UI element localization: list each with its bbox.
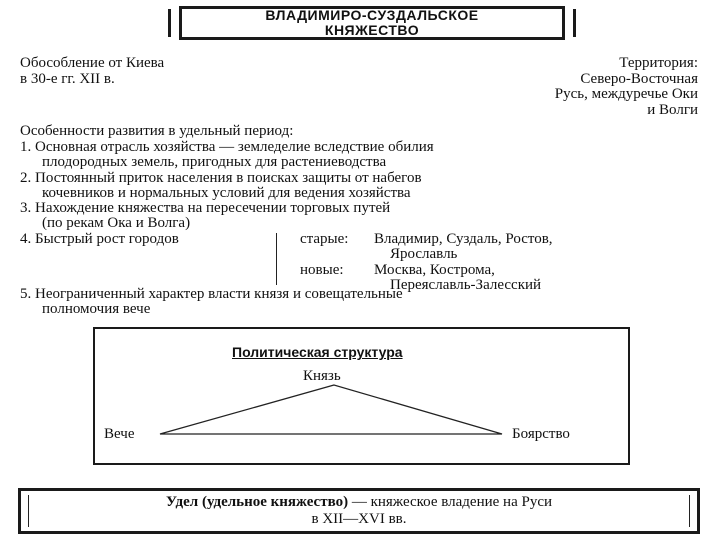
definition-line-2: в XII—XVI вв.: [311, 511, 407, 527]
title-line-2: КНЯЖЕСТВО: [324, 22, 420, 38]
feature-1-line-1: 1. Основная отрасль хозяйства — земледелие вследствие обилия: [20, 139, 434, 155]
feature-1-line-2: плодородных земель, пригодных для растениеводства: [42, 154, 387, 171]
feature-4: 4. Быстрый рост городов: [20, 230, 179, 247]
features-heading: Особенности развития в удельный период:: [20, 123, 294, 139]
political-structure-title: Политическая структура: [232, 344, 403, 360]
feature-5-line-1: 5. Неограниченный характер власти князя и совещательные: [20, 286, 403, 302]
node-prince: Князь: [303, 368, 341, 384]
new-cities-line-2: Переяславль-Залесский: [390, 276, 542, 293]
node-boyars: Боярство: [512, 426, 570, 442]
old-cities-label: старые:: [300, 231, 349, 247]
definition-line-1: [166, 494, 552, 511]
territory-line-2: Северо-Восточная: [580, 70, 698, 87]
definition-text: — княжеское владение на Руси: [348, 494, 553, 510]
separation-line-2: в 30-е гг. XII в.: [20, 70, 115, 87]
old-cities-line-2: Ярославль: [390, 246, 458, 263]
title-line-1: ВЛАДИМИРО-СУЗДАЛЬСКОЕ: [265, 7, 479, 23]
feature-2-line-1: 2. Постоянный приток населения в поисках защиты от набегов: [20, 169, 422, 186]
new-cities-label: новые:: [300, 261, 344, 278]
separation-line-1: Обособление от Киева: [20, 55, 165, 71]
feature-2-line-2: кочевников и нормальных условий для ведения хозяйства: [42, 184, 411, 201]
feature-3-line-1: 3. Нахождение княжества на пересечении торговых путей: [20, 200, 391, 217]
definition-box: [18, 488, 700, 534]
power-triangle-shape: [160, 385, 502, 434]
node-veche: Вече: [104, 426, 135, 442]
territory-line-1: Территория:: [619, 55, 698, 71]
territory-line-3: Русь, междуречье Оки: [554, 86, 698, 102]
definition-term: Удел (удельное княжество): [165, 494, 349, 510]
new-cities-line-1: Москва, Кострома,: [374, 261, 495, 278]
feature-5-line-2: полномочия вече: [42, 301, 151, 318]
territory-line-4: и Волги: [647, 101, 698, 118]
feature-3-line-2: (по рекам Ока и Волга): [42, 215, 191, 232]
old-cities-line-1: Владимир, Суздаль, Ростов,: [374, 231, 553, 247]
